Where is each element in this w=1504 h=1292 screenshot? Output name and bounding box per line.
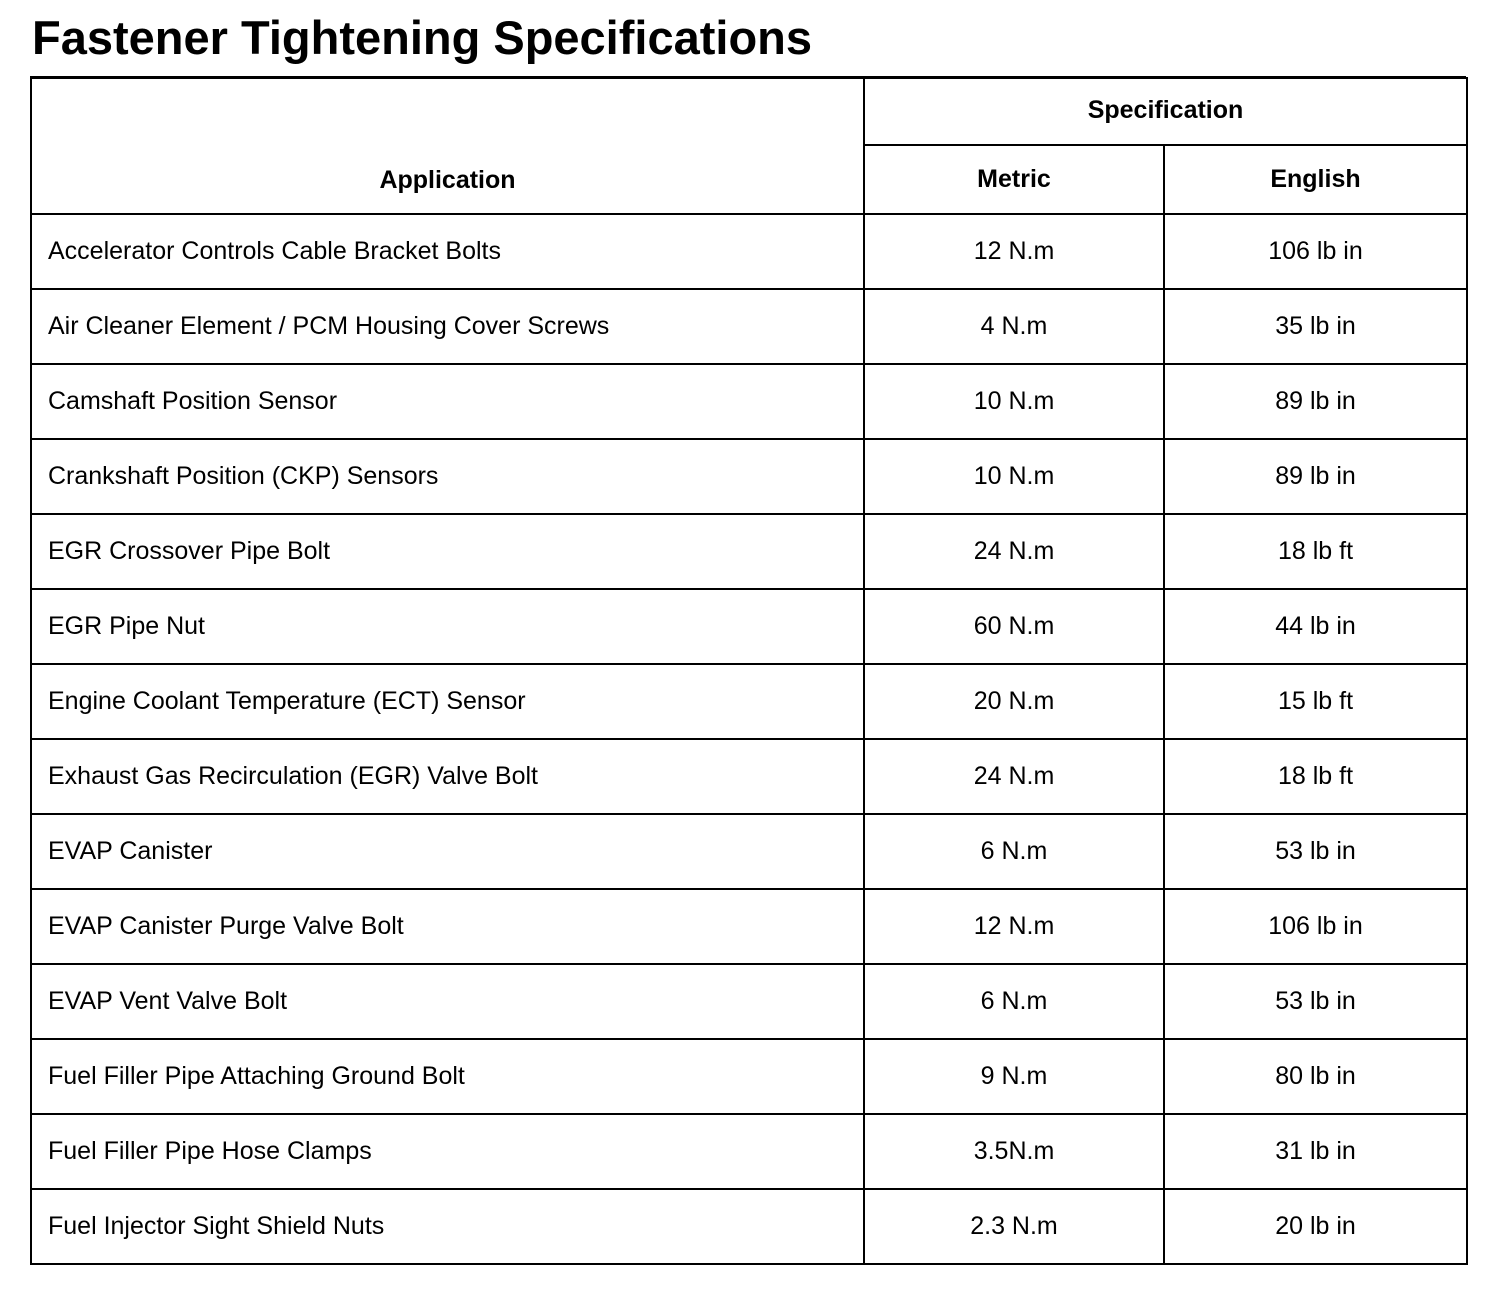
cell-application: EGR Crossover Pipe Bolt xyxy=(31,514,864,589)
table-row xyxy=(31,964,1467,1039)
cell-metric: 20 N.m xyxy=(864,664,1164,739)
table-row xyxy=(31,439,1467,514)
table-row xyxy=(31,1039,1467,1114)
table-row xyxy=(31,889,1467,964)
cell-english: 89 lb in xyxy=(1164,439,1467,514)
column-header-specification: Specification xyxy=(864,77,1467,145)
table-row xyxy=(31,664,1467,739)
cell-metric: 12 N.m xyxy=(864,889,1164,964)
table-row xyxy=(31,814,1467,889)
cell-application: EVAP Vent Valve Bolt xyxy=(31,964,864,1039)
cell-english: 53 lb in xyxy=(1164,964,1467,1039)
cell-application: Crankshaft Position (CKP) Sensors xyxy=(31,439,864,514)
cell-english: 53 lb in xyxy=(1164,814,1467,889)
cell-metric: 10 N.m xyxy=(864,439,1164,514)
table-header-row xyxy=(31,77,1467,145)
cell-metric: 4 N.m xyxy=(864,289,1164,364)
column-header-metric: Metric xyxy=(864,145,1164,214)
cell-english: 15 lb ft xyxy=(1164,664,1467,739)
cell-application: Exhaust Gas Recirculation (EGR) Valve Bolt xyxy=(31,739,864,814)
cell-metric: 24 N.m xyxy=(864,514,1164,589)
table-row xyxy=(31,739,1467,814)
cell-application: Fuel Filler Pipe Hose Clamps xyxy=(31,1114,864,1189)
cell-application: Fuel Filler Pipe Attaching Ground Bolt xyxy=(31,1039,864,1114)
cell-metric: 60 N.m xyxy=(864,589,1164,664)
cell-metric: 12 N.m xyxy=(864,214,1164,289)
table-row xyxy=(31,589,1467,664)
cell-english: 20 lb in xyxy=(1164,1189,1467,1264)
cell-english: 106 lb in xyxy=(1164,214,1467,289)
cell-metric: 2.3 N.m xyxy=(864,1189,1164,1264)
cell-application: EVAP Canister Purge Valve Bolt xyxy=(31,889,864,964)
cell-application: Fuel Injector Sight Shield Nuts xyxy=(31,1189,864,1264)
cell-english: 89 lb in xyxy=(1164,364,1467,439)
table-row xyxy=(31,1114,1467,1189)
cell-application: EVAP Canister xyxy=(31,814,864,889)
cell-english: 31 lb in xyxy=(1164,1114,1467,1189)
cell-metric: 6 N.m xyxy=(864,814,1164,889)
cell-english: 80 lb in xyxy=(1164,1039,1467,1114)
table-row xyxy=(31,214,1467,289)
table-row xyxy=(31,289,1467,364)
table-body xyxy=(31,214,1467,1264)
cell-application: Accelerator Controls Cable Bracket Bolts xyxy=(31,214,864,289)
cell-application: EGR Pipe Nut xyxy=(31,589,864,664)
cell-metric: 10 N.m xyxy=(864,364,1164,439)
page-title: Fastener Tightening Specifications xyxy=(32,11,812,64)
cell-english: 18 lb ft xyxy=(1164,514,1467,589)
cell-english: 18 lb ft xyxy=(1164,739,1467,814)
column-header-application: Application xyxy=(31,77,864,214)
cell-english: 35 lb in xyxy=(1164,289,1467,364)
cell-english: 106 lb in xyxy=(1164,889,1467,964)
cell-application: Engine Coolant Temperature (ECT) Sensor xyxy=(31,664,864,739)
specification-table xyxy=(30,77,1468,1265)
cell-metric: 3.5N.m xyxy=(864,1114,1164,1189)
cell-application: Air Cleaner Element / PCM Housing Cover Screws xyxy=(31,289,864,364)
cell-english: 44 lb in xyxy=(1164,589,1467,664)
cell-application: Camshaft Position Sensor xyxy=(31,364,864,439)
table-row xyxy=(31,514,1467,589)
cell-metric: 9 N.m xyxy=(864,1039,1164,1114)
cell-metric: 24 N.m xyxy=(864,739,1164,814)
column-header-english: English xyxy=(1164,145,1467,214)
table-row xyxy=(31,1189,1467,1264)
cell-metric: 6 N.m xyxy=(864,964,1164,1039)
table-row xyxy=(31,364,1467,439)
